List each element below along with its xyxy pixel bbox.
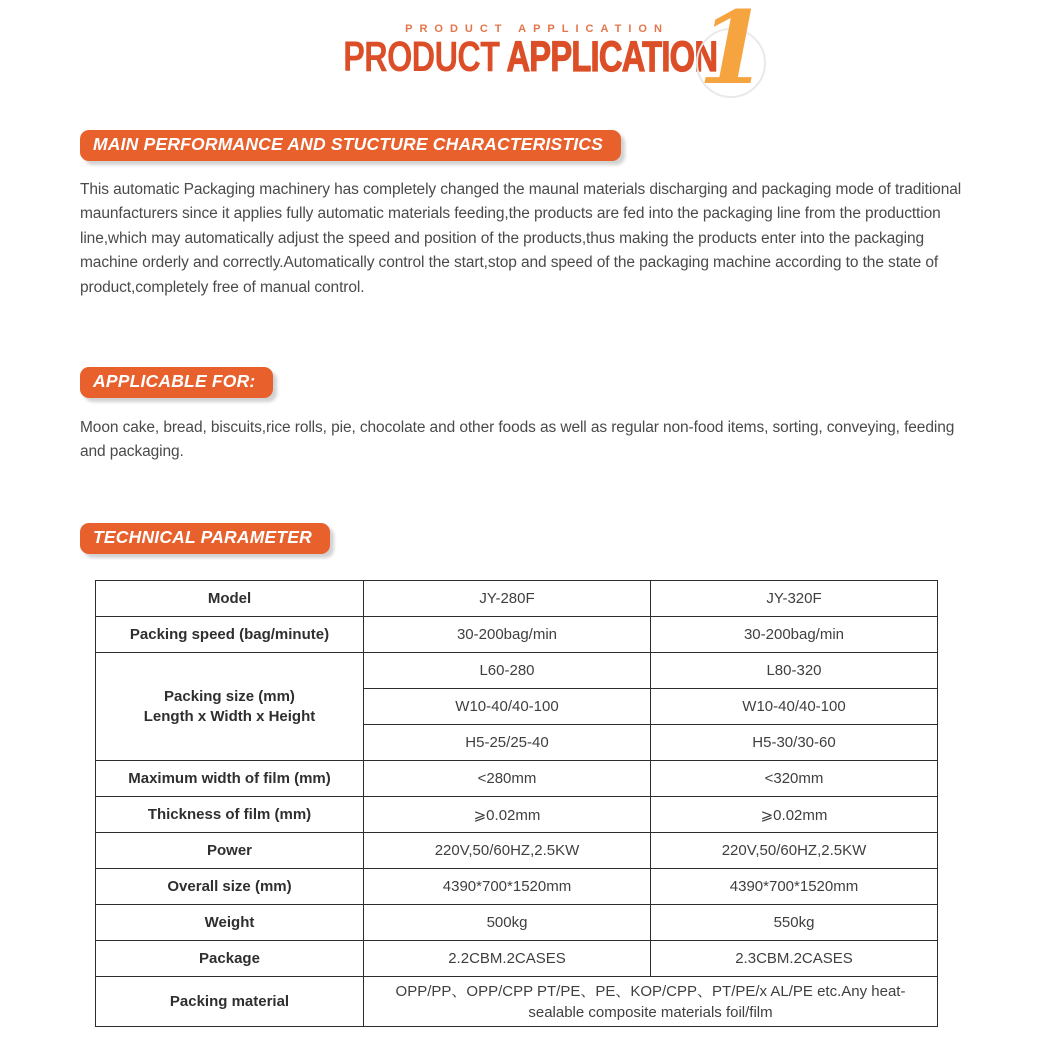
page-title-word-product: PRODUCT [342,33,500,81]
row-label: Package [96,941,364,977]
table-row-package [96,941,938,977]
row-label-line1: Packing size (mm) [164,687,295,705]
cell-value: W10-40/40-100 [364,689,651,725]
row-label: Weight [96,905,364,941]
number-one-icon: 1 [698,0,768,107]
row-label: Packing material [96,977,364,1027]
cell-value: W10-40/40-100 [651,689,938,725]
cell-value: 4390*700*1520mm [364,869,651,905]
cell-value: 2.3CBM.2CASES [651,941,938,977]
paragraph-applicable-for: Moon cake, bread, biscuits,rice rolls, pie, chocolate and other foods as well as regular non-food items, sorting, conveying, feeding and packaging. [80,419,955,461]
table-row-weight [96,905,938,941]
table-row-packing-speed [96,617,938,653]
cell-value-packing-material: OPP/PP、OPP/CPP PT/PE、PE、KOP/CPP、PT/PE/x AL/PE etc.Any heat-sealable composite materials foil/film [364,977,938,1027]
table-row-overall-size [96,869,938,905]
cell-value: <280mm [364,761,651,797]
heading-technical-parameter: TECHNICAL PARAMETER [80,523,330,554]
cell-value: 4390*700*1520mm [651,869,938,905]
table-row-max-film-width [96,761,938,797]
row-label-packing-size [96,653,364,761]
cell-value: <320mm [651,761,938,797]
row-label-line2: Length x Width x Height [143,707,316,725]
heading-applicable-for: APPLICABLE FOR: [80,367,273,398]
table-row-packing-material [96,977,938,1027]
cell-value: 220V,50/60HZ,2.5KW [364,833,651,869]
row-label: Packing speed (bag/minute) [96,617,364,653]
row-label: Power [96,833,364,869]
paragraph-main-performance: This automatic Packaging machinery has completely changed the maunal materials discharging and packaging mode of traditional maunfacturers since it applies fully automatic materials feeding,the products are fed into the packaging line from the producttion line,which may automatically adjust the speed and position of the products,thus making the products enter into the packaging machine orderly and correctly.Automatically control the start,stop and speed of the packaging machine according to the state of product,completely free of manual control. [80,181,962,296]
cell-value: H5-30/30-60 [651,725,938,761]
cell-value: L80-320 [651,653,938,689]
cell-value: H5-25/25-40 [364,725,651,761]
table-row-film-thickness [96,797,938,833]
page-title-word-application: APPLICATION [506,33,718,81]
cell-value: JY-280F [364,581,651,617]
row-label: Overall size (mm) [96,869,364,905]
row-label: Thickness of film (mm) [96,797,364,833]
cell-value: 550kg [651,905,938,941]
cell-value: L60-280 [364,653,651,689]
cell-value: 2.2CBM.2CASES [364,941,651,977]
cell-value: 30-200bag/min [364,617,651,653]
row-label: Model [96,581,364,617]
cell-value: 500kg [364,905,651,941]
table-row-model [96,581,938,617]
technical-parameter-table [95,580,938,1027]
table-row-power [96,833,938,869]
cell-value: JY-320F [651,581,938,617]
table-row-packing-size-length [96,653,938,689]
eyebrow-label: PRODUCT APPLICATION [405,23,669,35]
row-label: Maximum width of film (mm) [96,761,364,797]
cell-value: 220V,50/60HZ,2.5KW [651,833,938,869]
section-number-badge [692,0,776,107]
cell-value: ⩾0.02mm [364,797,651,833]
heading-main-performance: MAIN PERFORMANCE AND STUCTURE CHARACTERISTICS [80,130,621,161]
cell-value: 30-200bag/min [651,617,938,653]
cell-value: ⩾0.02mm [651,797,938,833]
page-title [0,34,1060,81]
